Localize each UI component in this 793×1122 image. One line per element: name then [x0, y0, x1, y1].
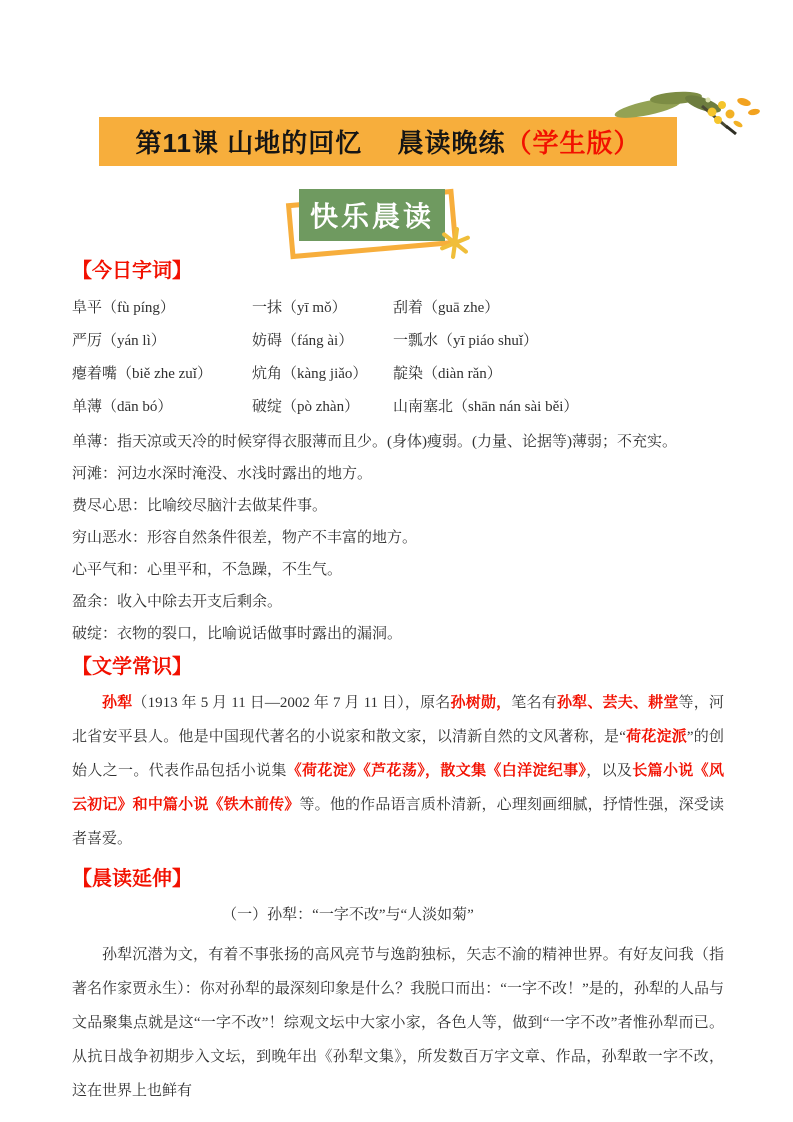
word-item: 刮着（guā zhe）	[393, 300, 500, 316]
definition-line: 河滩：河边水深时淹没、水浅时露出的地方。	[72, 466, 373, 482]
word-row	[72, 391, 724, 424]
flower-branch-icon	[606, 84, 772, 150]
morning-reading-badge	[288, 180, 488, 268]
section-heading-words: 【今日字词】	[72, 260, 192, 282]
word-item: 妨碍（fáng ài）	[252, 333, 354, 349]
body-text: ”的创始人之一。代表作品包括小说集	[72, 729, 724, 779]
word-item: 一瓢水（yī piáo shuǐ）	[393, 333, 538, 349]
sparkle-asterisk-icon	[440, 226, 470, 260]
definition-line: 单薄：指天凉或天冷的时候穿得衣服薄而且少。(身体)瘦弱。(力量、论据等)薄弱；不充实。	[72, 434, 677, 450]
highlighted-text: 孙犁	[102, 695, 133, 711]
word-item: 破绽（pò zhàn）	[252, 399, 360, 415]
extension-paragraph: 孙犁沉潜为文，有着不事张扬的高风亮节与逸韵独标，矢志不渝的精神世界。有好友问我（指著名作家贾永生）：你对孙犁的最深刻印象是什么？我脱口而出：“一字不改！”是的，孙犁的人品与文品聚集点就是这“一字不改”！综观文坛中大家小家，各色人等，做到“一字不改”者惟孙犁而已。从抗日战争初期步入文坛，到晚年出《孙犁文集》，所发数百万字文章、作品，孙犁敢一字不改，这在世界上也鲜有	[72, 947, 724, 1099]
word-item: 山南塞北（shān nán sài běi）	[393, 399, 579, 415]
definition-line: 穷山恶水：形容自然条件很差，物产不丰富的地方。	[72, 530, 418, 546]
body-text: 笔名有	[511, 695, 557, 711]
word-item: 阜平（fù píng）	[72, 300, 175, 316]
lesson-title: 第11课 山地的回忆 晨读晚练	[135, 128, 506, 158]
word-item: 炕角（kàng jiǎo）	[252, 366, 368, 382]
definition-line: 盈余：收入中除去开支后剩余。	[72, 594, 283, 610]
highlighted-text: 长篇小说《风云初记》和中篇小说《铁木前传》	[72, 763, 724, 813]
definition-line: 破绽：衣物的裂口，比喻说话做事时露出的漏洞。	[72, 626, 403, 642]
body-text: 等。他的作品语言质朴清新，心理刻画细腻，抒情性强，深受读者喜爱。	[72, 797, 724, 847]
definition-line: 费尽心思：比喻绞尽脑汁去做某件事。	[72, 498, 328, 514]
highlighted-text: 孙犁、芸夫、耕堂	[556, 695, 679, 711]
word-item: 严厉（yán lì）	[72, 333, 166, 349]
word-item: 瘪着嘴（biě zhe zuǐ）	[72, 366, 212, 382]
word-row	[72, 325, 724, 358]
body-text: 等，河北省安平县人。他是中国现代著名的小说家和散文家，以清新自然的文风著称，是“	[72, 695, 724, 745]
badge-label: 快乐晨读	[309, 201, 434, 232]
word-item: 一抹（yī mǒ）	[252, 300, 347, 316]
highlighted-text: 荷花淀派	[625, 729, 687, 745]
word-list	[72, 292, 724, 424]
literature-paragraph	[72, 686, 724, 856]
highlighted-text: 《荷花淀》《芦花荡》，散文集《白洋淀纪事》	[286, 763, 587, 779]
word-row	[72, 358, 724, 391]
body-text: ，以及	[586, 763, 633, 779]
definition-line: 心平气和：心里平和，不急躁，不生气。	[72, 562, 343, 578]
word-item: 单薄（dān bó）	[72, 399, 173, 415]
body-text: （1913 年 5 月 11 日—2002 年 7 月 11 日），原名	[132, 695, 451, 711]
extension-subtitle: （一）孙犁：“一字不改”与“人淡如菊”	[222, 907, 474, 923]
definition-list	[72, 426, 724, 650]
section-heading-literature: 【文学常识】	[72, 656, 192, 678]
edition-label: （学生版）	[505, 128, 641, 158]
section-heading-extension: 【晨读延伸】	[72, 868, 192, 890]
content-column	[72, 258, 724, 1108]
lesson-title-banner	[99, 117, 677, 166]
badge-label-box	[299, 189, 445, 241]
highlighted-text: 孙树勋，	[450, 695, 512, 711]
word-item: 靛染（diàn rǎn）	[393, 366, 502, 382]
word-row	[72, 292, 724, 325]
